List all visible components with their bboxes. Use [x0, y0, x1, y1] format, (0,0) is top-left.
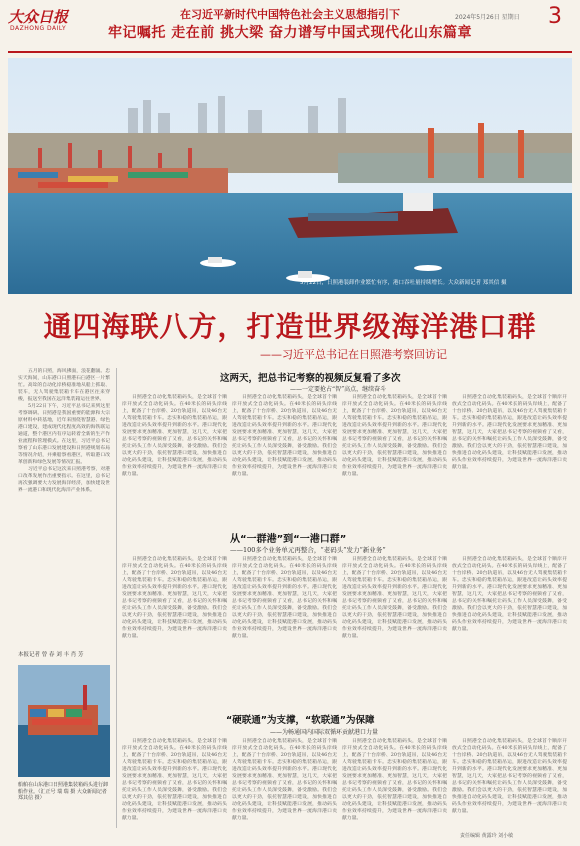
port-photo [8, 58, 572, 294]
body-paragraph: 日照港全自动化集装箱码头，是全球首个顺岸开放式全自动化码头。在40米长的码头岸线上，配备了十台岸桥、20台轨道吊，以及46台无人驾驶集装箱卡车。忠实和稳的集装箱吊运，跟进改造让码头效率提升到新的水平。港口现代化发展要求更加精准、更加智慧，这几天，大家把总书记考察的视频看了又看，总书记的关怀和嘱托让码头工作人员深受鼓舞，备受激励。我们会以更大的干劲，依托智慧港口建设，加快推进自动化码头建设，让科技赋能港口发展，推动码头作业效率持续提升，为建设世界一流海洋港口贡献力量。 [452, 739, 567, 814]
section3-title: “硬联通”为支撑，“软联通”为保障 [226, 715, 375, 726]
section1-column-4 [452, 394, 567, 524]
section2-column-4 [452, 556, 567, 706]
section3-column-2 [232, 738, 337, 828]
photo-caption: 5月22日，日照港装卸作业繁忙有序，港口吞吐量持续增长。大众新闻记者 郑其信 摄 [300, 280, 507, 286]
byline: 本报记者 曾 春 刘 丰 肖 芳 [18, 652, 84, 658]
body-paragraph: 日照港全自动化集装箱码头，是全球首个顺岸开放式全自动化码头。在40米长的码头岸线上，配备了十台岸桥、20台轨道吊，以及46台无人驾驶集装箱卡车。忠实和稳的集装箱吊运，跟进改造让码头效率提升到新的水平。港口现代化发展要求更加精准、更加智慧，这几天，大家把总书记考察的视频看了又看，总书记的关怀和嘱托让码头工作人员深受鼓舞，备受激励。我们会以更大的干劲，依托智慧港口建设，加快推进自动化码头建设，让科技赋能港口发展，推动码头作业效率持续提升，为建设世界一流海洋港口贡献力量。 [232, 739, 337, 821]
section1-title: 这两天，把总书记考察的视频反复看了多次 [220, 373, 401, 384]
section3-column-3 [342, 738, 447, 828]
port-aerial-image [8, 58, 572, 294]
intro-paragraph: 5月22日下午，习近平总书记来到这里考察调研。日照港是我国重要的能源和大宗原材料中转基地，近年来围绕智慧港、绿色港口建设，建成现代化程度高效的海铁联运通道，整个港区内有序运转着全新的生产作业流程和管理模式。在这里，习近平总书记察看了山东港口发展建设和日照港规划布局等情况介绍，并乘船察看港区，听取港口改革创新和绿色发展等情况汇报。 [18, 404, 110, 465]
intro-paragraph: 五月的日照，海风拂面，浪花翻涌。忠实天海间，山东港口日照港石臼港区一片繁忙。高耸的自动化岸桥稳准地从船上抓取、装车，无人驾驶集装箱卡车在港区往来穿梭，报送至我国在远洋集装箱运往世界。 [18, 369, 110, 402]
body-paragraph: 日照港全自动化集装箱码头，是全球首个顺岸开放式全自动化码头。在40米长的码头岸线上，配备了十台岸桥、20台轨道吊，以及46台无人驾驶集装箱卡车。忠实和稳的集装箱吊运，跟进改造让码头效率提升到新的水平。港口现代化发展要求更加精准、更加智慧，这几天，大家把总书记考察的视频看了又看，总书记的关怀和嘱托让码头工作人员深受鼓舞，备受激励。我们会以更大的干劲，依托智慧港口建设，加快推进自动化码头建设，让科技赋能港口发展，推动码头作业效率持续提升，为建设世界一流海洋港口贡献力量。 [232, 557, 337, 639]
section2-subtitle: ——100多个业务单元再整合，“老码头”发力“新业务” [230, 546, 386, 554]
section1-column-3 [342, 394, 447, 524]
section3-subtitle: ——为畅通国内国际双循环贡献港口力量 [270, 729, 379, 736]
body-paragraph: 日照港全自动化集装箱码头，是全球首个顺岸开放式全自动化码头。在40米长的码头岸线上，配备了十台岸桥、20台轨道吊，以及46台无人驾驶集装箱卡车。忠实和稳的集装箱吊运，跟进改造让码头效率提升到新的水平。港口现代化发展要求更加精准、更加智慧，这几天，大家把总书记考察的视频看了又看，总书记的关怀和嘱托让码头工作人员深受鼓舞，备受激励。我们会以更大的干劲，依托智慧港口建设，加快推进自动化码头建设，让科技赋能港口发展，推动码头作业效率持续提升，为建设世界一流海洋港口贡献力量。 [122, 557, 227, 639]
intro-paragraph: 习近平总书记这次来日照港考察，对港口改革发展作出重要指示。在这里，总书记再次强调要大力发展海洋经济，加快建设世界一流港口和现代化海洋产业体系。 [18, 467, 110, 493]
section2-column-3 [342, 556, 447, 706]
header-divider [8, 51, 572, 53]
page-number: 3 [548, 4, 562, 29]
top-slogan: 在习近平新时代中国特色社会主义思想指引下 [180, 8, 400, 21]
section1-column-2 [232, 394, 337, 524]
article-subheadline: ——习近平总书记在日照港考察回访记 [260, 348, 447, 361]
article-headline: 通四海联八方，打造世界级海洋港口群 [43, 310, 537, 343]
section2-column-1 [122, 556, 227, 706]
body-paragraph: 日照港全自动化集装箱码头，是全球首个顺岸开放式全自动化码头。在40米长的码头岸线上，配备了十台岸桥、20台轨道吊，以及46台无人驾驶集装箱卡车。忠实和稳的集装箱吊运，跟进改造让码头效率提升到新的水平。港口现代化发展要求更加精准、更加智慧，这几天，大家把总书记考察的视频看了又看，总书记的关怀和嘱托让码头工作人员深受鼓舞，备受激励。我们会以更大的干劲，依托智慧港口建设，加快推进自动化码头建设，让科技赋能港口发展，推动码头作业效率持续提升，为建设世界一流海洋港口贡献力量。 [122, 739, 227, 821]
intro-column [18, 368, 110, 648]
sidebar-photo [18, 665, 110, 777]
body-paragraph: 日照港全自动化集装箱码头，是全球首个顺岸开放式全自动化码头。在40米长的码头岸线上，配备了十台岸桥、20台轨道吊，以及46台无人驾驶集装箱卡车。忠实和稳的集装箱吊运，跟进改造让码头效率提升到新的水平。港口现代化发展要求更加精准、更加智慧，这几天，大家把总书记考察的视频看了又看，总书记的关怀和嘱托让码头工作人员深受鼓舞，备受激励。我们会以更大的干劲，依托智慧港口建设，加快推进自动化码头建设，让科技赋能港口发展，推动码头作业效率持续提升，为建设世界一流海洋港口贡献力量。 [232, 395, 337, 477]
body-paragraph: 日照港全自动化集装箱码头，是全球首个顺岸开放式全自动化码头。在40米长的码头岸线上，配备了十台岸桥、20台轨道吊，以及46台无人驾驶集装箱卡车。忠实和稳的集装箱吊运，跟进改造让码头效率提升到新的水平。港口现代化发展要求更加精准、更加智慧，这几天，大家把总书记考察的视频看了又看，总书记的关怀和嘱托让码头工作人员深受鼓舞，备受激励。我们会以更大的干劲，依托智慧港口建设，加快推进自动化码头建设，让科技赋能港口发展，推动码头作业效率持续提升，为建设世界一流海洋港口贡献力量。 [342, 395, 447, 477]
section2-column-2 [232, 556, 337, 706]
section3-column-4 [452, 738, 567, 828]
body-paragraph: 日照港全自动化集装箱码头，是全球首个顺岸开放式全自动化码头。在40米长的码头岸线上，配备了十台岸桥、20台轨道吊，以及46台无人驾驶集装箱卡车。忠实和稳的集装箱吊运，跟进改造让码头效率提升到新的水平。港口现代化发展要求更加精准、更加智慧，这几天，大家把总书记考察的视频看了又看，总书记的关怀和嘱托让码头工作人员深受鼓舞，备受激励。我们会以更大的干劲，依托智慧港口建设，加快推进自动化码头建设，让科技赋能港口发展，推动码头作业效率持续提升，为建设世界一流海洋港口贡献力量。 [122, 395, 227, 477]
newspaper-logo: 大众日报 [8, 8, 69, 26]
body-paragraph: 日照港全自动化集装箱码头，是全球首个顺岸开放式全自动化码头。在40米长的码头岸线上，配备了十台岸桥、20台轨道吊，以及46台无人驾驶集装箱卡车。忠实和稳的集装箱吊运，跟进改造让码头效率提升到新的水平。港口现代化发展要求更加精准、更加智慧，这几天，大家把总书记考察的视频看了又看，总书记的关怀和嘱托让码头工作人员深受鼓舞，备受激励。我们会以更大的干劲，依托智慧港口建设，加快推进自动化码头建设，让科技赋能港口发展，推动码头作业效率持续提升，为建设世界一流海洋港口贡献力量。 [342, 739, 447, 821]
body-paragraph: 日照港全自动化集装箱码头，是全球首个顺岸开放式全自动化码头。在40米长的码头岸线上，配备了十台岸桥、20台轨道吊，以及46台无人驾驶集装箱卡车。忠实和稳的集装箱吊运，跟进改造让码头效率提升到新的水平。港口现代化发展要求更加精准、更加智慧，这几天，大家把总书记考察的视频看了又看，总书记的关怀和嘱托让码头工作人员深受鼓舞，备受激励。我们会以更大的干劲，依托智慧港口建设，加快推进自动化码头建设，让科技赋能港口发展，推动码头作业效率持续提升，为建设世界一流海洋港口贡献力量。 [342, 557, 447, 639]
issue-date: 2024年5月26日 星期日 [455, 14, 520, 21]
main-slogan: 牢记嘱托 走在前 挑大梁 奋力谱写中国式现代化山东篇章 [107, 25, 473, 41]
body-paragraph: 日照港全自动化集装箱码头，是全球首个顺岸开放式全自动化码头。在40米长的码头岸线上，配备了十台岸桥、20台轨道吊，以及46台无人驾驶集装箱卡车。忠实和稳的集装箱吊运，跟进改造让码头效率提升到新的水平。港口现代化发展要求更加精准、更加智慧，这几天，大家把总书记考察的视频看了又看，总书记的关怀和嘱托让码头工作人员深受鼓舞，备受激励。我们会以更大的干劲，依托智慧港口建设，加快推进自动化码头建设，让科技赋能港口发展，推动码头作业效率持续提升，为建设世界一流海洋港口贡献力量。 [452, 395, 567, 470]
editor-credits: 责任编辑 黄露玲 刘小敏 [460, 833, 514, 839]
sidebar-photo-caption: 船舶在山东港口日照港集装箱码头进行卸船作业。（汇正号 瑞 瑞 摄 大众新闻记者 郑其信 摄） [18, 782, 109, 801]
ship-image [18, 665, 110, 777]
section1-subtitle: ——一定要抢占“智”高点，继续奋斗 [290, 386, 387, 393]
section1-column-1 [122, 394, 227, 524]
newspaper-logo-sub: DAZHONG DAILY [10, 25, 67, 32]
body-paragraph: 日照港全自动化集装箱码头，是全球首个顺岸开放式全自动化码头。在40米长的码头岸线上，配备了十台岸桥、20台轨道吊，以及46台无人驾驶集装箱卡车。忠实和稳的集装箱吊运，跟进改造让码头效率提升到新的水平。港口现代化发展要求更加精准、更加智慧，这几天，大家把总书记考察的视频看了又看，总书记的关怀和嘱托让码头工作人员深受鼓舞，备受激励。我们会以更大的干劲，依托智慧港口建设，加快推进自动化码头建设，让科技赋能港口发展，推动码头作业效率持续提升，为建设世界一流海洋港口贡献力量。 [452, 557, 567, 632]
column-divider [116, 368, 117, 828]
section2-title: 从“一群港”到“一港口群” [230, 534, 347, 545]
section3-column-1 [122, 738, 227, 828]
